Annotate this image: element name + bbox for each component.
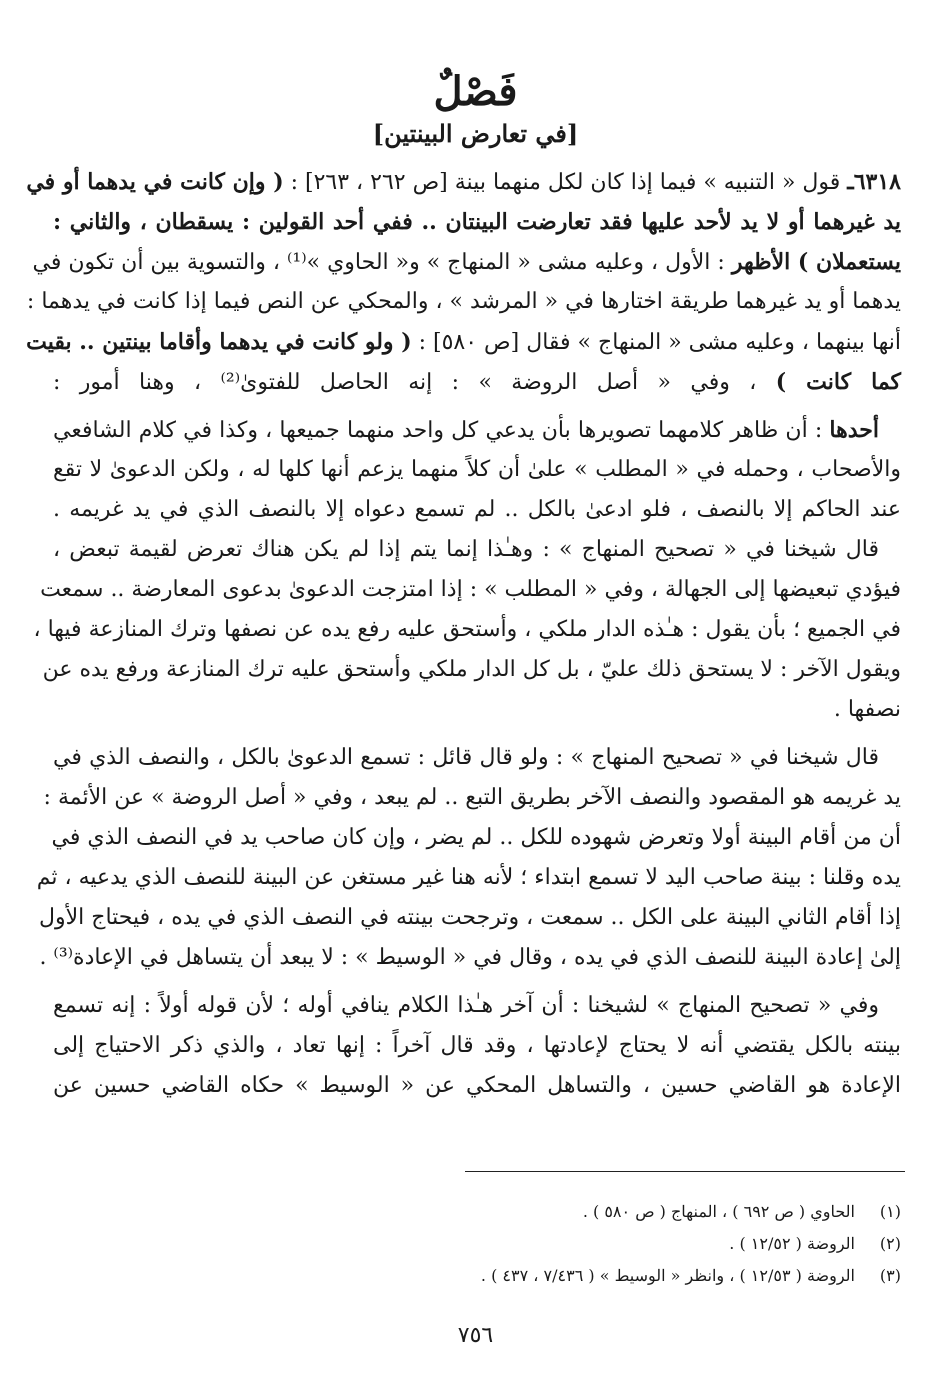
bold-text-segment: يد غيرهما أو لا يد لأحد عليها فقد تعارضت البينتان .. ففي أحد القولين : يسقطان ، والثاني :	[53, 209, 901, 235]
text-line	[32, 242, 901, 282]
bold-text-segment: يستعملان ) الأظهر	[731, 249, 901, 275]
text-segment: أنها بينهما ، وعليه مشى « المنهاج » فقال [ص ٥٨٠] :	[411, 330, 901, 355]
section-ornament-heading: فَصْلٌ	[433, 68, 518, 115]
text-segment: : الأول ، وعليه مشى « المنهاج » و« الحاوي »⁽¹⁾ ، والتسوية بين أن تكون في	[32, 250, 732, 275]
text-line	[36, 858, 901, 898]
footnote	[53, 1196, 901, 1228]
page-number: ٧٥٦	[457, 1323, 494, 1348]
text-segment: في الجميع ؛ بأن يقول : هـٰذه الدار ملكي ، وأستحق عليه رفع يده عن نصفها وترك المنازعة فيها ،	[33, 617, 901, 642]
text-line	[53, 450, 901, 490]
text-line	[39, 938, 901, 978]
text-segment: والأصحاب ، وحمله في « المطلب » علىٰ أن كلاً منهما يزعم أنها كلها له ، ولكن الدعوىٰ لا تقع	[53, 457, 901, 482]
text-line	[53, 690, 901, 730]
text-line	[33, 610, 901, 650]
text-segment: بينته بالكل يقتضي أنه لا يحتاج لإعادتها ، وقد قال آخراً : إنها تعاد ، والذي ذكر الاحتياج إلى	[53, 1033, 901, 1058]
text-segment: إذا أقام الثاني البينة على الكل .. سمعت ، وترجحت بينته في النصف الذي في يده ، فيحتاج الأول	[38, 905, 901, 930]
text-segment: قال شيخنا في « تصحيح المنهاج » : ولو قال قائل : تسمع الدعوىٰ بالكل ، والنصف الذي في	[53, 745, 879, 770]
text-line	[26, 322, 901, 362]
bold-text-segment: ( وإن كانت في يدهما أو في	[26, 169, 284, 195]
footnote-number: (٢)	[879, 1234, 901, 1253]
text-line	[26, 162, 901, 202]
text-line	[53, 1066, 901, 1106]
text-line	[53, 530, 879, 570]
footnote	[53, 1260, 901, 1292]
text-segment: قال شيخنا في « تصحيح المنهاج » : وهـٰذا إنما يتم إذا لم يكن هناك تعرض لقيمة تبعض ،	[53, 537, 879, 562]
text-segment: نصفها .	[833, 697, 901, 722]
text-line	[53, 362, 901, 402]
footnote-separator	[465, 1171, 905, 1172]
footnote-number: (١)	[879, 1202, 901, 1221]
text-segment: يدهما أو يد غيرهما طريقة اختارها في « المرشد » ، والمحكي عن النص فيما إذا كانت في يدهما :	[26, 289, 901, 314]
text-segment: أن من أقام البينة أولا وتعرض شهوده للكل .. لم يضر ، وإن كان صاحب يد في النصف الذي في	[51, 825, 901, 850]
text-segment: ، وفي « أصل الروضة » : إنه الحاصل للفتوىٰ⁽²⁾ ، وهنا أمور :	[53, 370, 776, 395]
text-segment: الإعادة هو القاضي حسين ، والتساهل المحكي عن « الوسيط » حكاه القاضي حسين عن	[53, 1073, 901, 1098]
footnote-number: (٣)	[879, 1266, 901, 1285]
text-line	[53, 738, 879, 778]
footnote-text: الحاوي ( ص ٦٩٢ ) ، المنهاج ( ص ٥٨٠ ) .	[582, 1202, 855, 1221]
text-segment: إلىٰ إعادة البينة للنصف الذي في يده ، وقال في « الوسيط » : لا يبعد أن يتساهل في الإعادة⁽³⁾ .	[39, 945, 901, 970]
text-segment: : أن ظاهر كلامهما تصويرها بأن يدعي كل واحد منهما جميعها ، وكذا في كلام الشافعي	[53, 418, 830, 443]
footnote	[53, 1228, 901, 1260]
text-segment: يد غريمه هو المقصود والنصف الآخر بطريق التبع .. لم يبعد ، وفي « أصل الروضة » عن الأئمة :	[43, 785, 901, 810]
text-line	[43, 778, 901, 818]
text-segment: وفي « تصحيح المنهاج » لشيخنا : أن آخر هـٰذا الكلام ينافي أوله ؛ لأن قوله أولاً : إنه تسمع	[53, 993, 879, 1018]
text-line	[53, 1026, 901, 1066]
text-segment: ويقول الآخر : لا يستحق ذلك عليّ ، بل كل الدار ملكي وأستحق عليه ترك المنازعة ورفع يده عن	[42, 657, 901, 682]
text-line	[42, 650, 901, 690]
footnote-text: الروضة ( ١٢/٥٢ ) .	[729, 1234, 855, 1253]
bold-text-segment: ٦٣١٨ـ	[847, 169, 901, 195]
bold-text-segment: كما كانت )	[775, 369, 902, 395]
text-line	[53, 986, 879, 1026]
text-segment: فيؤدي تبعيضها إلى الجهالة ، وفي « المطلب » : إذا امتزجت الدعوىٰ بدعوى المعارضة .. سمعت	[40, 577, 901, 602]
footnote-text: الروضة ( ١٢/٥٣ ) ، وانظر « الوسيط » ( ٧/٤٣٦ ، ٤٣٧ ) .	[480, 1266, 855, 1285]
text-line	[40, 570, 901, 610]
text-line	[53, 202, 901, 242]
section-title: [في تعارض البينتين]	[372, 119, 579, 148]
text-segment: قول « التنبيه » فيما إذا كان لكل منهما بينة [ص ٢٦٢ ، ٢٦٣] :	[283, 170, 848, 195]
text-line	[26, 282, 901, 322]
text-segment: يده وقلنا : بينة صاحب اليد لا تسمع ابتداء ؛ لأنه هنا غير مستغن عن البينة للنصف الذي يدعيه ، ثم	[36, 865, 901, 890]
text-line	[53, 410, 879, 450]
text-segment: عند الحاكم إلا بالنصف ، فلو ادعىٰ بالكل .. لم تسمع دعواه إلا بالنصف الذي في يد غريمه .	[53, 497, 901, 522]
text-line	[38, 898, 901, 938]
text-line	[53, 490, 901, 530]
text-line	[53, 818, 901, 858]
bold-text-segment: أحدها	[829, 417, 879, 443]
bold-text-segment: ( ولو كانت في يدهما وأقاما بينتين .. بقيت	[26, 329, 412, 355]
